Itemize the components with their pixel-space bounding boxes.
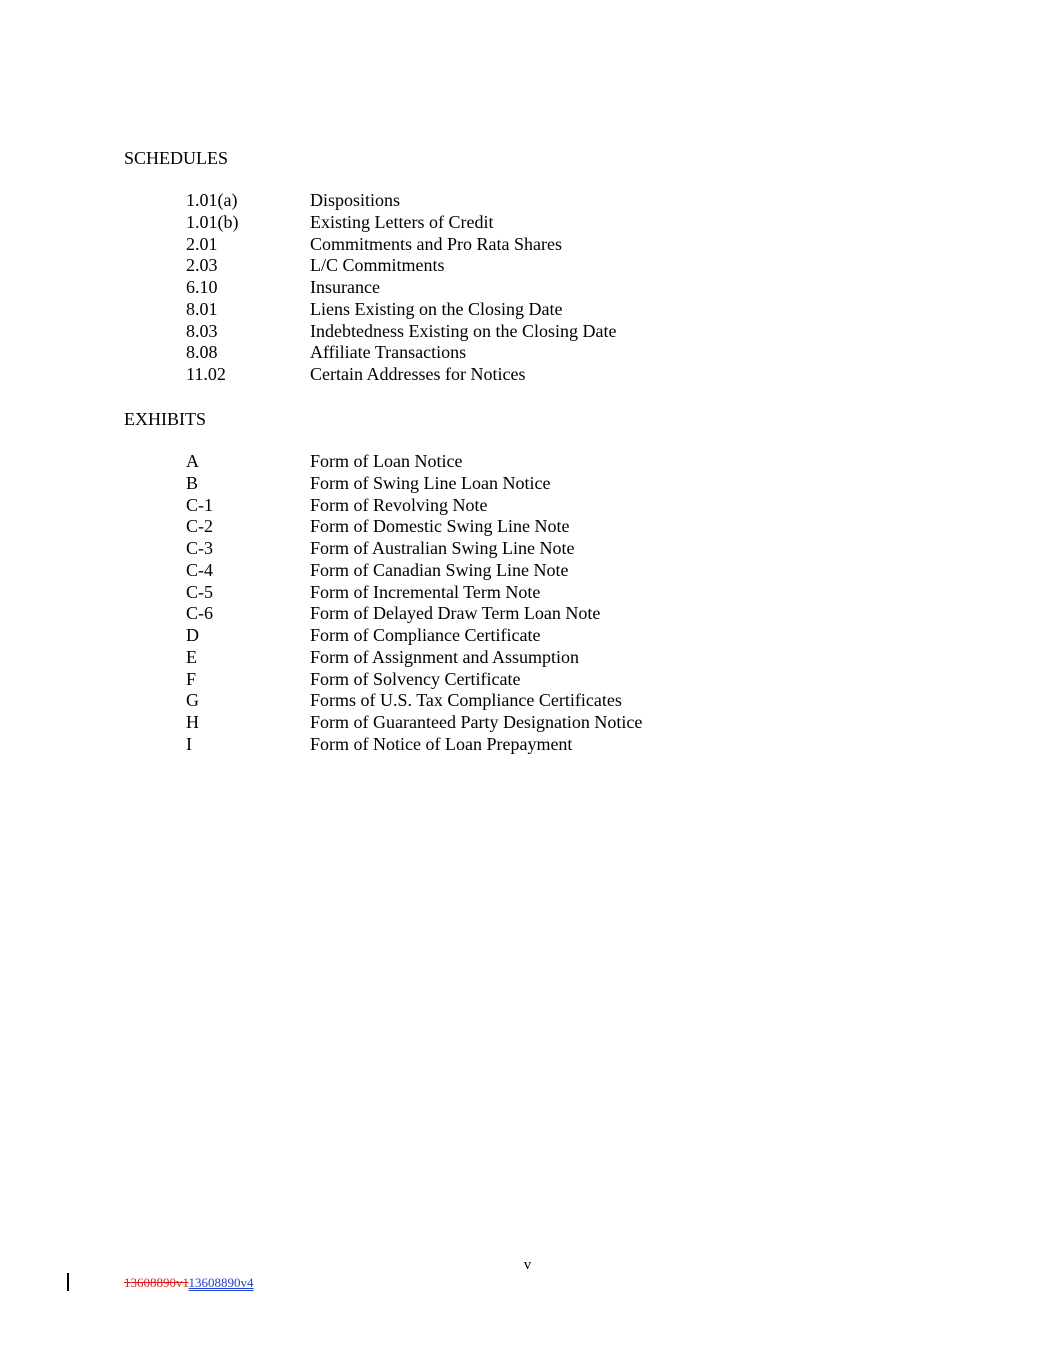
schedule-item xyxy=(186,190,616,212)
exhibit-title: Form of Compliance Certificate xyxy=(310,625,541,645)
schedule-title: Dispositions xyxy=(310,190,401,210)
schedule-code: 11.02 xyxy=(186,364,226,384)
schedule-code: 1.01(b) xyxy=(186,211,239,232)
exhibit-item xyxy=(186,582,642,604)
document-id xyxy=(124,1275,254,1291)
document-id-deleted: 13608890v1 xyxy=(124,1275,189,1290)
exhibit-title: Form of Notice of Loan Prepayment xyxy=(310,733,573,754)
exhibit-title: Form of Delayed Draw Term Loan Note xyxy=(310,603,601,624)
schedule-item xyxy=(186,212,616,234)
exhibit-item xyxy=(186,473,642,495)
exhibit-code: B xyxy=(186,472,199,493)
exhibit-title: Form of Swing Line Loan Notice xyxy=(310,472,551,493)
schedule-item xyxy=(186,277,616,299)
schedule-code: 6.10 xyxy=(186,277,218,297)
schedule-title: Insurance xyxy=(310,277,380,297)
schedule-title: Certain Addresses for Notices xyxy=(310,364,526,384)
exhibits-list xyxy=(186,451,642,756)
exhibit-title: Form of Domestic Swing Line Note xyxy=(310,516,570,537)
exhibit-code: C-3 xyxy=(186,538,213,558)
schedule-title: Existing Letters of Credit xyxy=(310,211,494,232)
exhibit-code: F xyxy=(186,668,197,689)
exhibit-code: I xyxy=(186,733,192,754)
schedule-code: 8.08 xyxy=(186,342,218,363)
exhibit-item xyxy=(186,451,642,473)
exhibit-item xyxy=(186,647,642,669)
exhibit-code: C-2 xyxy=(186,516,213,537)
exhibits-heading: EXHIBITS xyxy=(124,409,206,429)
exhibit-title: Form of Assignment and Assumption xyxy=(310,646,580,667)
exhibit-item xyxy=(186,690,642,712)
schedule-title: Indebtedness Existing on the Closing Date xyxy=(310,320,617,341)
schedule-title: Affiliate Transactions xyxy=(310,342,467,363)
exhibit-item xyxy=(186,669,642,691)
exhibit-code: C-4 xyxy=(186,559,213,580)
exhibit-title: Form of Loan Notice xyxy=(310,451,463,471)
exhibit-title: Form of Guaranteed Party Designation Notice xyxy=(310,712,643,732)
exhibit-item xyxy=(186,560,642,582)
exhibit-title: Form of Canadian Swing Line Note xyxy=(310,559,569,580)
schedule-title: L/C Commitments xyxy=(310,255,445,276)
exhibit-title: Forms of U.S. Tax Compliance Certificates xyxy=(310,690,622,711)
document-id-inserted: 13608890v4 xyxy=(188,1275,254,1290)
exhibit-item xyxy=(186,625,642,647)
schedule-code: 2.01 xyxy=(186,233,218,254)
exhibit-code: D xyxy=(186,625,199,645)
exhibit-code: C-1 xyxy=(186,494,213,515)
exhibit-item xyxy=(186,538,642,560)
exhibit-code: A xyxy=(186,451,199,471)
page-number: v xyxy=(523,1257,532,1273)
exhibit-item xyxy=(186,495,642,517)
schedule-code: 2.03 xyxy=(186,255,218,276)
exhibit-code: E xyxy=(186,646,197,667)
schedule-item xyxy=(186,255,616,277)
schedule-item xyxy=(186,234,616,256)
schedule-item xyxy=(186,342,616,364)
exhibit-title: Form of Australian Swing Line Note xyxy=(310,538,575,558)
exhibit-title: Form of Solvency Certificate xyxy=(310,668,521,689)
schedule-item xyxy=(186,321,616,343)
exhibit-item xyxy=(186,516,642,538)
schedule-item xyxy=(186,299,616,321)
exhibit-item xyxy=(186,603,642,625)
schedules-list xyxy=(186,190,616,386)
exhibit-code: H xyxy=(186,712,199,732)
exhibit-title: Form of Revolving Note xyxy=(310,494,488,515)
schedule-title: Liens Existing on the Closing Date xyxy=(310,298,563,319)
schedule-code: 8.03 xyxy=(186,320,218,341)
schedule-code: 8.01 xyxy=(186,298,218,319)
exhibit-code: C-6 xyxy=(186,603,213,624)
schedule-item xyxy=(186,364,616,386)
exhibit-item xyxy=(186,712,642,734)
revision-change-bar xyxy=(67,1273,69,1291)
schedules-heading: SCHEDULES xyxy=(124,148,229,168)
exhibit-code: C-5 xyxy=(186,581,213,602)
exhibit-title: Form of Incremental Term Note xyxy=(310,581,541,602)
schedule-title: Commitments and Pro Rata Shares xyxy=(310,233,562,254)
exhibit-item xyxy=(186,734,642,756)
schedule-code: 1.01(a) xyxy=(186,190,238,210)
exhibit-code: G xyxy=(186,690,199,711)
